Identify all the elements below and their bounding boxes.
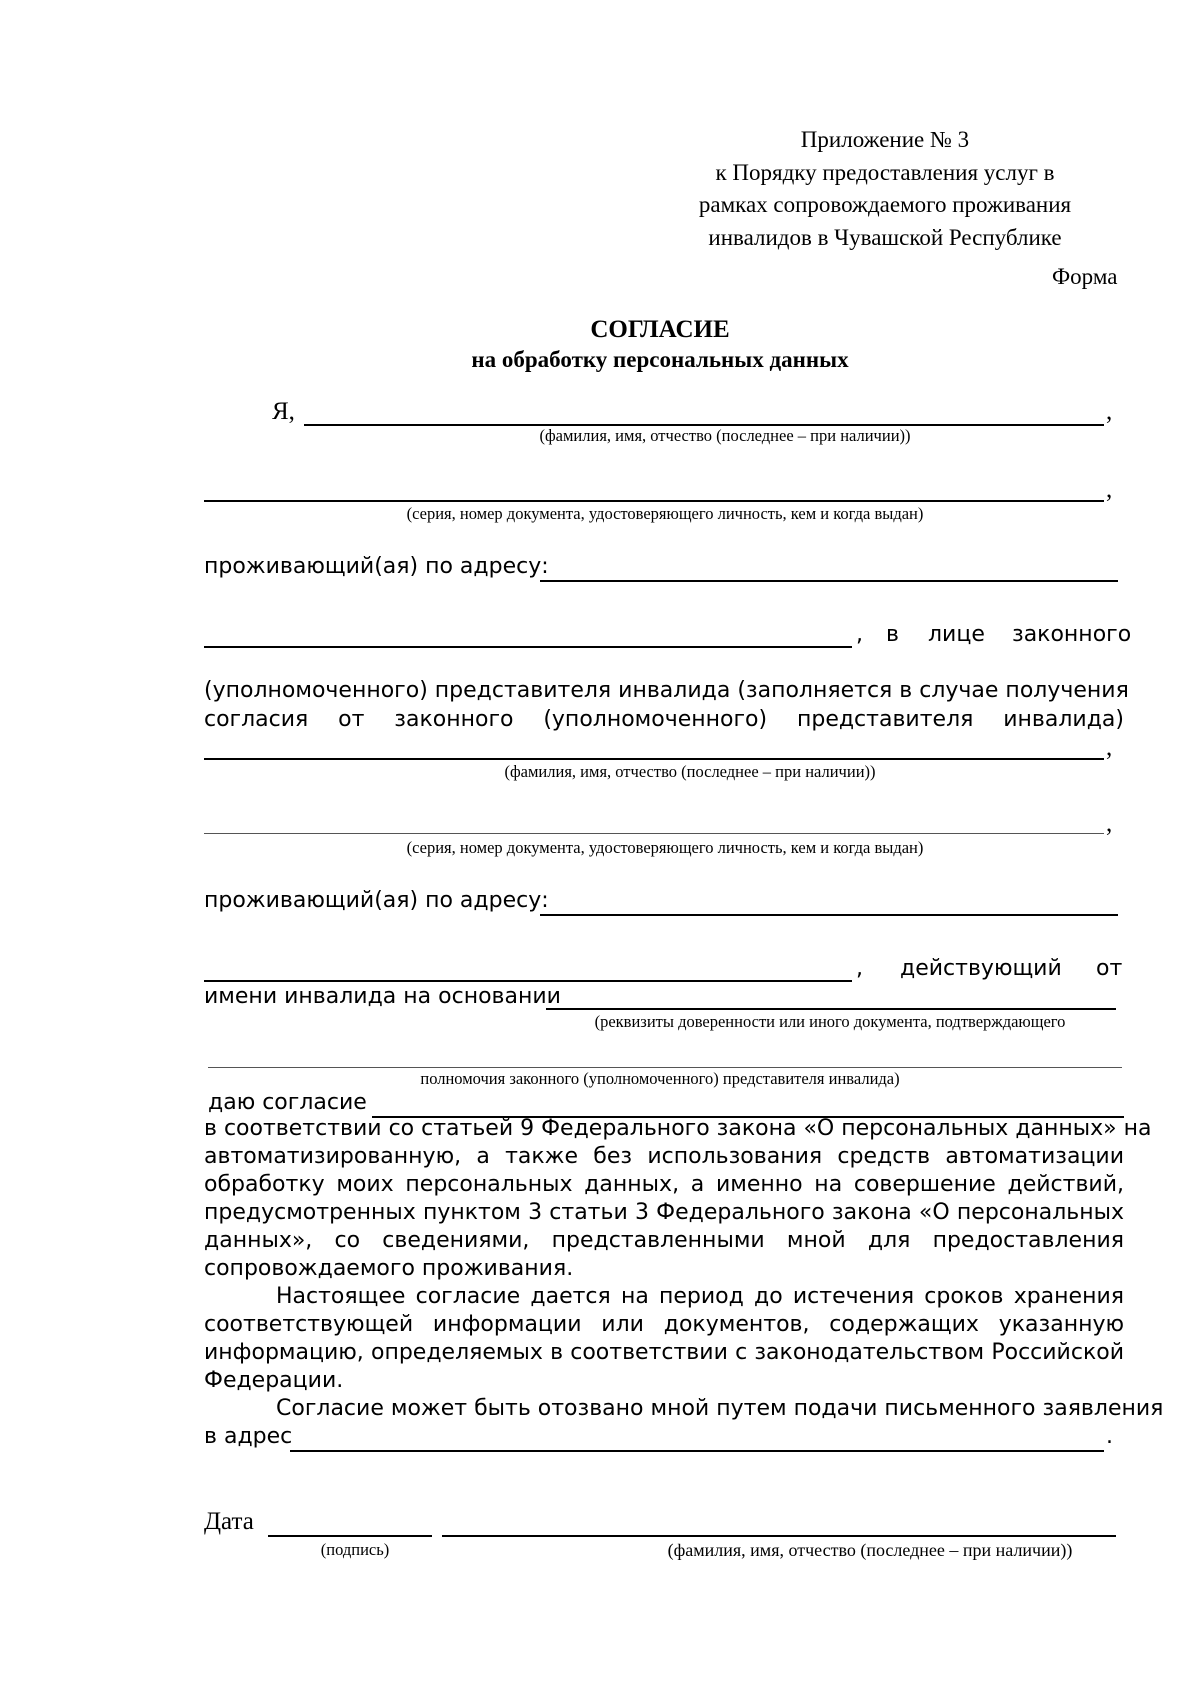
basis-caption: (реквизиты доверенности или иного документа, подтверждающего [594, 1012, 1066, 1031]
basis-caption: полномочия законного (уполномоченного) представителя инвалида) [420, 1069, 900, 1088]
appendix-line: рамках сопровождаемого проживания [698, 192, 1072, 217]
comma: , [1106, 810, 1113, 837]
representative-document-field[interactable] [204, 833, 1104, 834]
revoke-address-label: в адрес [204, 1424, 293, 1449]
representative-document-caption: (серия, номер документа, удостоверяющего личность, кем и когда выдан) [406, 838, 924, 857]
period-paragraph-line: Настоящее согласие дается на период до истечения сроков хранения [276, 1284, 1124, 1309]
acting-word: от [1096, 956, 1123, 981]
basis-field[interactable] [546, 1008, 1116, 1010]
comma: , [1106, 398, 1113, 425]
in-person-word: лице [928, 622, 985, 647]
signature-field[interactable] [268, 1535, 432, 1537]
consent-paragraph-line: данных», со сведениями, представленными мной для предоставления [204, 1228, 1124, 1253]
in-person-word: законного [1012, 622, 1132, 647]
give-consent-label: даю согласие [208, 1090, 367, 1115]
person-document-caption: (серия, номер документа, удостоверяющего личность, кем и когда выдан) [406, 504, 924, 523]
period-paragraph-line: соответствующей информации или документов, содержащих указанную [204, 1312, 1124, 1337]
document-title: СОГЛАСИЕ [590, 316, 730, 343]
representative-description-line: (уполномоченного) представителя инвалида (заполняется в случае получения [204, 678, 1129, 703]
person-document-field[interactable] [204, 500, 1104, 502]
representative-address-field[interactable] [540, 914, 1118, 916]
basis-label: имени инвалида на основании [204, 984, 561, 1009]
representative-fio-field[interactable] [204, 758, 1104, 760]
representative-description-line: согласия от законного (уполномоченного) представителя инвалида) [204, 707, 1124, 732]
comma: , [1106, 476, 1113, 503]
representative-address-field-2[interactable] [204, 980, 852, 982]
in-person-word: в [886, 622, 899, 647]
acting-word: действующий [900, 956, 1062, 981]
consent-paragraph-line: обработку моих персональных данных, а именно на совершение действий, [204, 1172, 1124, 1197]
person-fio-caption: (фамилия, имя, отчество (последнее – при наличии)) [539, 426, 911, 445]
basis-field-2[interactable] [208, 1067, 1122, 1068]
appendix-line: к Порядку предоставления услуг в [715, 159, 1055, 185]
representative-fio-caption: (фамилия, имя, отчество (последнее – при наличии)) [504, 762, 876, 781]
representative-address-label: проживающий(ая) по адресу: [204, 888, 549, 913]
consent-paragraph-line: предусмотренных пунктом 3 статьи 3 Федерального закона «О персональных [204, 1200, 1124, 1225]
date-label: Дата [204, 1508, 254, 1535]
person-prefix: Я, [272, 398, 295, 425]
person-address-field[interactable] [540, 580, 1118, 582]
period-paragraph-line: Федерации. [204, 1368, 344, 1393]
document-subtitle: на обработку персональных данных [471, 347, 849, 372]
revoke-address-field[interactable] [290, 1450, 1104, 1452]
consent-paragraph-line: сопровождаемого проживания. [204, 1256, 574, 1281]
revoke-line: Согласие может быть отозвано мной путем подачи письменного заявления [276, 1396, 1164, 1421]
comma: , [856, 956, 863, 981]
period-paragraph-line: информацию, определяемых в соответствии с законодательством Российской [204, 1340, 1124, 1365]
form-label: Форма [1052, 264, 1118, 289]
signature-fio-caption: (фамилия, имя, отчество (последнее – при наличии)) [667, 1540, 1073, 1560]
signature-fio-field[interactable] [442, 1535, 1116, 1537]
signature-caption: (подпись) [320, 1540, 390, 1559]
appendix-block [660, 124, 1110, 254]
appendix-line: инвалидов в Чувашской Республике [708, 224, 1062, 250]
consent-paragraph-line: автоматизированную, а также без использования средств автоматизации [204, 1144, 1124, 1169]
comma: , [1106, 734, 1113, 761]
consent-paragraph-line: в соответствии со статьей 9 Федерального закона «О персональных данных» на [204, 1116, 1152, 1141]
person-address-field-2[interactable] [204, 646, 852, 648]
comma: , [856, 622, 863, 647]
person-address-label: проживающий(ая) по адресу: [204, 554, 549, 579]
appendix-line: Приложение № 3 [800, 127, 970, 152]
period-mark: . [1106, 1424, 1113, 1449]
